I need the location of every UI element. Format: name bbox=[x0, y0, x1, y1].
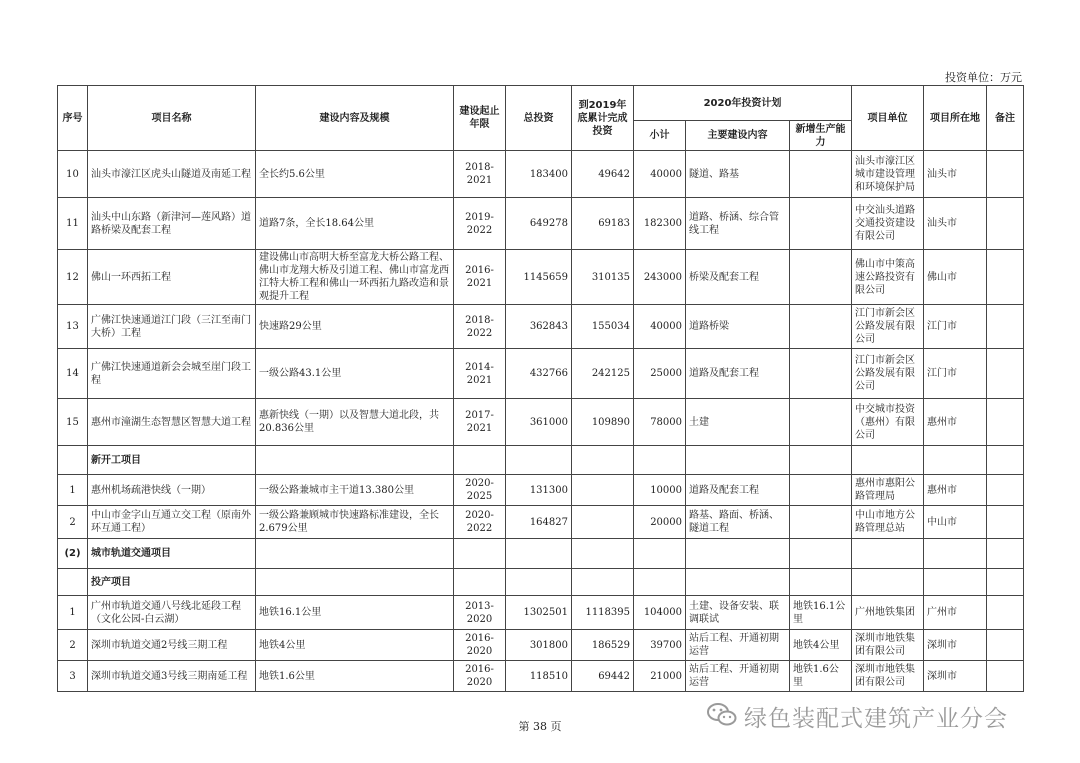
section-row bbox=[58, 569, 1024, 596]
cell-unit: 中交城市投资（惠州）有限公司 bbox=[852, 399, 924, 446]
cell-subtotal: 10000 bbox=[634, 475, 686, 506]
cell-seq bbox=[58, 446, 88, 475]
cell-total: 118510 bbox=[506, 661, 572, 692]
cell-content: 快速路29公里 bbox=[256, 305, 454, 349]
cell-total: 361000 bbox=[506, 399, 572, 446]
cell-total: 164827 bbox=[506, 506, 572, 539]
cell-remark bbox=[987, 349, 1024, 399]
cell-cum: 109890 bbox=[572, 399, 634, 446]
cell-remark bbox=[987, 506, 1024, 539]
watermark-text: 绿色装配式建筑产业分会 bbox=[744, 706, 1008, 732]
cell-remark bbox=[987, 198, 1024, 250]
cell-unit: 中交汕头道路交通投资建设有限公司 bbox=[852, 198, 924, 250]
cell-unit: 中山市地方公路管理总站 bbox=[852, 506, 924, 539]
cell-period: 2014-2021 bbox=[454, 349, 506, 399]
cell-main: 土建 bbox=[686, 399, 790, 446]
cell-subtotal: 20000 bbox=[634, 506, 686, 539]
cell-location: 佛山市 bbox=[924, 250, 987, 305]
header-main-content: 主要建设内容 bbox=[686, 121, 790, 151]
cell-capacity bbox=[790, 475, 852, 506]
header-seq: 序号 bbox=[58, 86, 88, 151]
cell-content: 一级公路兼顾城市快速路标准建设，全长2.679公里 bbox=[256, 506, 454, 539]
cell-main: 道路桥梁 bbox=[686, 305, 790, 349]
cell-name: 汕头市濠江区虎头山隧道及南延工程 bbox=[88, 151, 256, 198]
cell-total: 362843 bbox=[506, 305, 572, 349]
cell-period: 2016-2021 bbox=[454, 250, 506, 305]
investment-table bbox=[57, 85, 1024, 692]
cell-name: 深圳市轨道交通2号线三期工程 bbox=[88, 630, 256, 661]
cell-seq: 3 bbox=[58, 661, 88, 692]
cell-unit: 江门市新会区公路发展有限公司 bbox=[852, 305, 924, 349]
table-row bbox=[58, 475, 1024, 506]
cell-location: 惠州市 bbox=[924, 475, 987, 506]
table-row bbox=[58, 506, 1024, 539]
cell-capacity bbox=[790, 198, 852, 250]
cell-location: 广州市 bbox=[924, 596, 987, 630]
table-row bbox=[58, 198, 1024, 250]
header-cum2019: 到2019年底累计完成投资 bbox=[572, 86, 634, 151]
cell-name: 惠州市潼湖生态智慧区智慧大道工程 bbox=[88, 399, 256, 446]
cell-capacity bbox=[790, 506, 852, 539]
cell-seq: 1 bbox=[58, 596, 88, 630]
cell-subtotal: 78000 bbox=[634, 399, 686, 446]
cell-cum: 69442 bbox=[572, 661, 634, 692]
cell-location: 江门市 bbox=[924, 349, 987, 399]
section-title: 城市轨道交通项目 bbox=[88, 539, 256, 569]
cell-period: 2013-2020 bbox=[454, 596, 506, 630]
cell-seq: 14 bbox=[58, 349, 88, 399]
cell-seq: 15 bbox=[58, 399, 88, 446]
cell-location: 江门市 bbox=[924, 305, 987, 349]
cell-location: 中山市 bbox=[924, 506, 987, 539]
cell-subtotal: 40000 bbox=[634, 305, 686, 349]
cell-main: 路基、路面、桥涵、隧道工程 bbox=[686, 506, 790, 539]
cell-name: 佛山一环西拓工程 bbox=[88, 250, 256, 305]
cell-main: 隧道、路基 bbox=[686, 151, 790, 198]
cell-content: 地铁4公里 bbox=[256, 630, 454, 661]
cell-subtotal: 104000 bbox=[634, 596, 686, 630]
header-unit: 项目单位 bbox=[852, 86, 924, 151]
cell-capacity: 地铁1.6公里 bbox=[790, 661, 852, 692]
header-subtotal: 小计 bbox=[634, 121, 686, 151]
cell-capacity bbox=[790, 399, 852, 446]
cell-location: 深圳市 bbox=[924, 661, 987, 692]
section-title: 新开工项目 bbox=[88, 446, 256, 475]
section-title: 投产项目 bbox=[88, 569, 256, 596]
cell-cum: 49642 bbox=[572, 151, 634, 198]
cell-period: 2019-2022 bbox=[454, 198, 506, 250]
wechat-icon bbox=[706, 701, 738, 733]
cell-total: 1145659 bbox=[506, 250, 572, 305]
cell-subtotal: 25000 bbox=[634, 349, 686, 399]
cell-remark bbox=[987, 399, 1024, 446]
cell-cum: 155034 bbox=[572, 305, 634, 349]
cell-unit: 江门市新会区公路发展有限公司 bbox=[852, 349, 924, 399]
section-row bbox=[58, 446, 1024, 475]
cell-unit: 佛山市中策高速公路投资有限公司 bbox=[852, 250, 924, 305]
cell-unit: 深圳市地铁集团有限公司 bbox=[852, 661, 924, 692]
cell-name: 深圳市轨道交通3号线三期南延工程 bbox=[88, 661, 256, 692]
cell-total: 183400 bbox=[506, 151, 572, 198]
table-row bbox=[58, 151, 1024, 198]
header-location: 项目所在地 bbox=[924, 86, 987, 151]
table-row bbox=[58, 661, 1024, 692]
cell-seq: 11 bbox=[58, 198, 88, 250]
cell-unit: 汕头市濠江区城市建设管理和环境保护局 bbox=[852, 151, 924, 198]
cell-period: 2020-2022 bbox=[454, 506, 506, 539]
unit-label: 投资单位：万元 bbox=[945, 71, 1022, 84]
cell-content: 地铁16.1公里 bbox=[256, 596, 454, 630]
cell-subtotal: 243000 bbox=[634, 250, 686, 305]
section-seq: (2) bbox=[58, 539, 88, 569]
cell-capacity: 地铁16.1公里 bbox=[790, 596, 852, 630]
cell-main: 桥梁及配套工程 bbox=[686, 250, 790, 305]
page-number: 第 38 页 bbox=[518, 720, 562, 733]
cell-location: 汕头市 bbox=[924, 198, 987, 250]
cell-content: 一级公路43.1公里 bbox=[256, 349, 454, 399]
cell-remark bbox=[987, 596, 1024, 630]
cell-seq: 2 bbox=[58, 630, 88, 661]
cell-period: 2016-2020 bbox=[454, 630, 506, 661]
cell-seq: 10 bbox=[58, 151, 88, 198]
cell-cum: 1118395 bbox=[572, 596, 634, 630]
cell-content: 地铁1.6公里 bbox=[256, 661, 454, 692]
cell-content: 道路7条，全长18.64公里 bbox=[256, 198, 454, 250]
table-row bbox=[58, 399, 1024, 446]
watermark bbox=[706, 700, 1008, 733]
cell-main: 道路及配套工程 bbox=[686, 349, 790, 399]
header-name: 项目名称 bbox=[88, 86, 256, 151]
cell-total: 1302501 bbox=[506, 596, 572, 630]
cell-period: 2018-2021 bbox=[454, 151, 506, 198]
cell-unit: 惠州市惠阳公路管理局 bbox=[852, 475, 924, 506]
cell-content: 一级公路兼城市主干道13.380公里 bbox=[256, 475, 454, 506]
cell-cum: 69183 bbox=[572, 198, 634, 250]
cell-unit: 广州地铁集团 bbox=[852, 596, 924, 630]
cell-remark bbox=[987, 661, 1024, 692]
header-remark: 备注 bbox=[987, 86, 1024, 151]
cell-remark bbox=[987, 475, 1024, 506]
cell-location: 汕头市 bbox=[924, 151, 987, 198]
cell-content: 全长约5.6公里 bbox=[256, 151, 454, 198]
cell-cum: 242125 bbox=[572, 349, 634, 399]
cell-cum bbox=[572, 506, 634, 539]
cell-period: 2017-2021 bbox=[454, 399, 506, 446]
cell-cum: 186529 bbox=[572, 630, 634, 661]
cell-total: 131300 bbox=[506, 475, 572, 506]
cell-seq: 12 bbox=[58, 250, 88, 305]
section-row bbox=[58, 539, 1024, 569]
cell-period: 2020-2025 bbox=[454, 475, 506, 506]
cell-main: 土建、设备安装、联调联试 bbox=[686, 596, 790, 630]
cell-period: 2016-2020 bbox=[454, 661, 506, 692]
header-content: 建设内容及规模 bbox=[256, 86, 454, 151]
cell-total: 432766 bbox=[506, 349, 572, 399]
cell-name: 汕头中山东路（新津河—莲风路）道路桥梁及配套工程 bbox=[88, 198, 256, 250]
cell-total: 649278 bbox=[506, 198, 572, 250]
cell-seq: 2 bbox=[58, 506, 88, 539]
cell-subtotal: 40000 bbox=[634, 151, 686, 198]
cell-capacity bbox=[790, 305, 852, 349]
cell-remark bbox=[987, 250, 1024, 305]
cell-period: 2018-2022 bbox=[454, 305, 506, 349]
cell-name: 广佛江快速通道新会会城至崖门段工程 bbox=[88, 349, 256, 399]
cell-seq: 1 bbox=[58, 475, 88, 506]
cell-location: 惠州市 bbox=[924, 399, 987, 446]
cell-subtotal: 39700 bbox=[634, 630, 686, 661]
table-row bbox=[58, 305, 1024, 349]
cell-name: 广州市轨道交通八号线北延段工程（文化公园-白云湖） bbox=[88, 596, 256, 630]
cell-name: 广佛江快速通道江门段（三江至南门大桥）工程 bbox=[88, 305, 256, 349]
cell-capacity bbox=[790, 151, 852, 198]
table-row bbox=[58, 250, 1024, 305]
cell-subtotal: 182300 bbox=[634, 198, 686, 250]
header-plan2020: 2020年投资计划 bbox=[634, 86, 852, 121]
header-new-capacity: 新增生产能力 bbox=[790, 121, 852, 151]
cell-content: 惠新快线（一期）以及智慧大道北段，共20.836公里 bbox=[256, 399, 454, 446]
table-row bbox=[58, 596, 1024, 630]
cell-capacity bbox=[790, 250, 852, 305]
cell-remark bbox=[987, 151, 1024, 198]
cell-content: 建设佛山市高明大桥至富龙大桥公路工程、佛山市龙翔大桥及引道工程、佛山市富龙西江特大桥工程和佛山一环西拓九路改造和景观提升工程 bbox=[256, 250, 454, 305]
cell-main: 道路、桥涵、综合管线工程 bbox=[686, 198, 790, 250]
cell-unit: 深圳市地铁集团有限公司 bbox=[852, 630, 924, 661]
cell-remark bbox=[987, 630, 1024, 661]
cell-seq bbox=[58, 569, 88, 596]
header-total: 总投资 bbox=[506, 86, 572, 151]
cell-cum: 310135 bbox=[572, 250, 634, 305]
header-period: 建设起止年限 bbox=[454, 86, 506, 151]
cell-remark bbox=[987, 305, 1024, 349]
table-row bbox=[58, 630, 1024, 661]
cell-name: 惠州机场疏港快线（一期） bbox=[88, 475, 256, 506]
cell-subtotal: 21000 bbox=[634, 661, 686, 692]
cell-main: 站后工程、开通初期运营 bbox=[686, 630, 790, 661]
cell-total: 301800 bbox=[506, 630, 572, 661]
cell-cum bbox=[572, 475, 634, 506]
cell-capacity: 地铁4公里 bbox=[790, 630, 852, 661]
cell-capacity bbox=[790, 349, 852, 399]
cell-seq: 13 bbox=[58, 305, 88, 349]
cell-location: 深圳市 bbox=[924, 630, 987, 661]
table-row bbox=[58, 349, 1024, 399]
cell-name: 中山市金字山互通立交工程（原南外环互通工程） bbox=[88, 506, 256, 539]
cell-main: 站后工程、开通初期运营 bbox=[686, 661, 790, 692]
cell-main: 道路及配套工程 bbox=[686, 475, 790, 506]
